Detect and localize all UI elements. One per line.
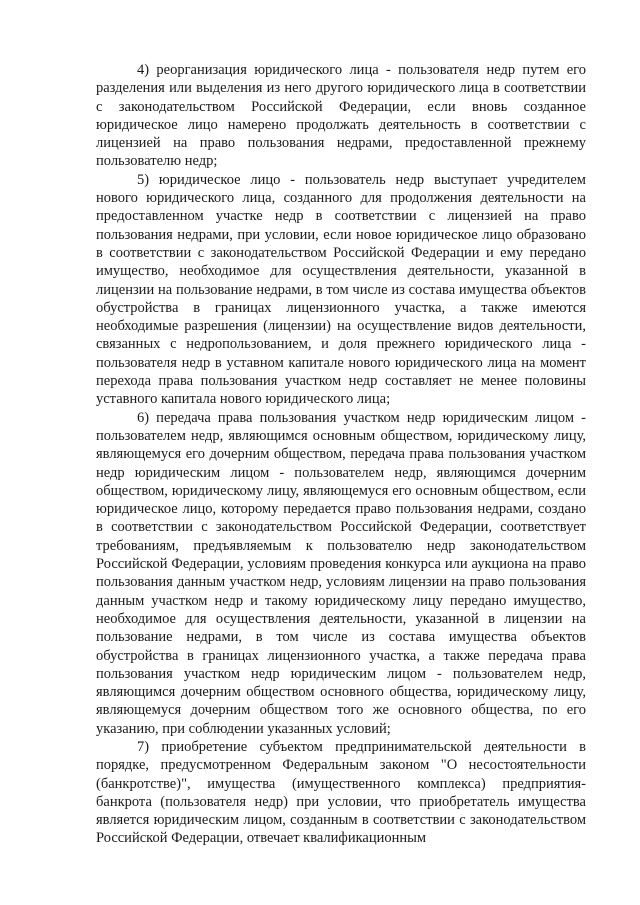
paragraph-item-4: 4) реорганизация юридического лица - пользователя недр путем его разделения или выделения из него другого юридического лица в соответствии с законодательством Российской Федерации, если вновь созданное юридическое лицо намерено продолжать деятельность в соответствии с лицензией на право пользования недрами, предоставленной прежнему пользователю недр; (96, 62, 586, 170)
paragraph-item-6: 6) передача права пользования участком недр юридическим лицом - пользователем недр, являющимся основным обществом, юридическому лицу, являющемуся его дочерним обществом, передача права пользования участком недр юридическим лицом - пользователем недр, являющимся дочерним обществом, юридическому лицу, являющемуся его основным обществом, если юридическое лицо, которому передается право пользования недрами, создано в соответствии с законодательством Российской Федерации, соответствует требованиям, предъявляемым к пользователю недр законодательством Российской Федерации, условиям проведения конкурса или аукциона на право пользования данным участком недр, условиям лицензии на право пользования данным участком недр и такому юридическому лицу передано имущество, необходимое для осуществления деятельности, указанной в лицензии на пользование недрами, в том числе из состава имущества объектов обустройства в границах лицензионного участка, а также передача права пользования участком недр юридическим лицом - пользователем недр, являющимся дочерним обществом основного общества, юридическому лицу, являющемуся дочерним обществом того же основного общества, по его указанию, при соблюдении указанных условий; (96, 409, 586, 737)
paragraph-item-5: 5) юридическое лицо - пользователь недр выступает учредителем нового юридического лица, созданного для продолжения деятельности на предоставленном участке недр в соответствии с лицензией на право пользования недрами, при условии, если новое юридическое лицо образовано в соответствии с законодательством Российской Федерации и ему передано имущество, необходимое для осуществления деятельности, указанной в лицензии на пользование недрами, в том числе из состава имущества объектов обустройства в границах лицензионного участка, а также имеются необходимые разрешения (лицензии) на осуществление видов деятельности, связанных с недропользованием, и доля прежнего юридического лица - пользователя недр в уставном капитале нового юридического лица на момент перехода права пользования участком недр составляет не менее половины уставного капитала нового юридического лица; (96, 171, 586, 408)
document-page (96, 61, 586, 848)
paragraph-item-7: 7) приобретение субъектом предпринимательской деятельности в порядке, предусмотренном Федеральным законом "О несостоятельности (банкротстве)", имущества (имущественного комплекса) предприятия-банкрота (пользователя недр) при условии, что приобретатель имущества является юридическим лицом, созданным в соответствии с законодательством Российской Федерации, отвечает квалификационным (96, 738, 586, 847)
